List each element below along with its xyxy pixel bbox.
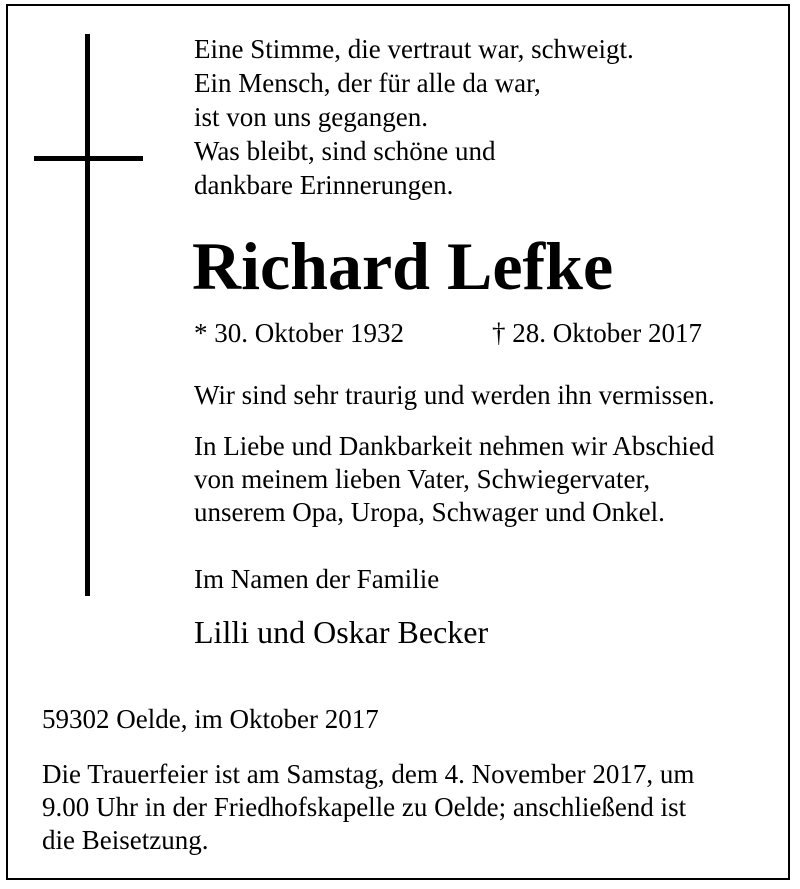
funeral-line: 9.00 Uhr in der Friedhofskapelle zu Oelde; anschließend ist xyxy=(42,792,687,822)
funeral-line: Die Trauerfeier ist am Samstag, dem 4. November 2017, um xyxy=(42,759,695,789)
funeral-notice xyxy=(42,758,694,857)
farewell-line: von meinem lieben Vater, Schwiegervater, xyxy=(194,464,651,494)
poem-line: dankbare Erinnerungen. xyxy=(194,170,454,200)
poem-line: Eine Stimme, die vertraut war, schweigt. xyxy=(194,34,634,64)
mourning-line: Wir sind sehr traurig und werden ihn vermissen. xyxy=(194,380,715,410)
cross-icon-vertical-bar xyxy=(85,34,90,596)
memorial-poem xyxy=(194,32,634,202)
death-date: † 28. Oktober 2017 xyxy=(492,318,702,348)
birth-date: * 30. Oktober 1932 xyxy=(194,318,404,348)
cross-icon-horizontal-bar xyxy=(34,156,143,161)
funeral-line: die Beisetzung. xyxy=(42,825,209,855)
farewell-line: unserem Opa, Uropa, Schwager und Onkel. xyxy=(194,497,665,527)
farewell-line: In Liebe und Dankbarkeit nehmen wir Abschied xyxy=(194,431,715,461)
deceased-name: Richard Lefke xyxy=(192,228,614,304)
poem-line: Was bleibt, sind schöne und xyxy=(194,136,496,166)
poem-line: Ein Mensch, der für alle da war, xyxy=(194,68,541,98)
family-intro: Im Namen der Familie xyxy=(194,564,440,594)
farewell-text xyxy=(194,430,714,529)
place-date: 59302 Oelde, im Oktober 2017 xyxy=(42,704,379,734)
family-names: Lilli und Oskar Becker xyxy=(194,614,489,650)
poem-line: ist von uns gegangen. xyxy=(194,102,428,132)
